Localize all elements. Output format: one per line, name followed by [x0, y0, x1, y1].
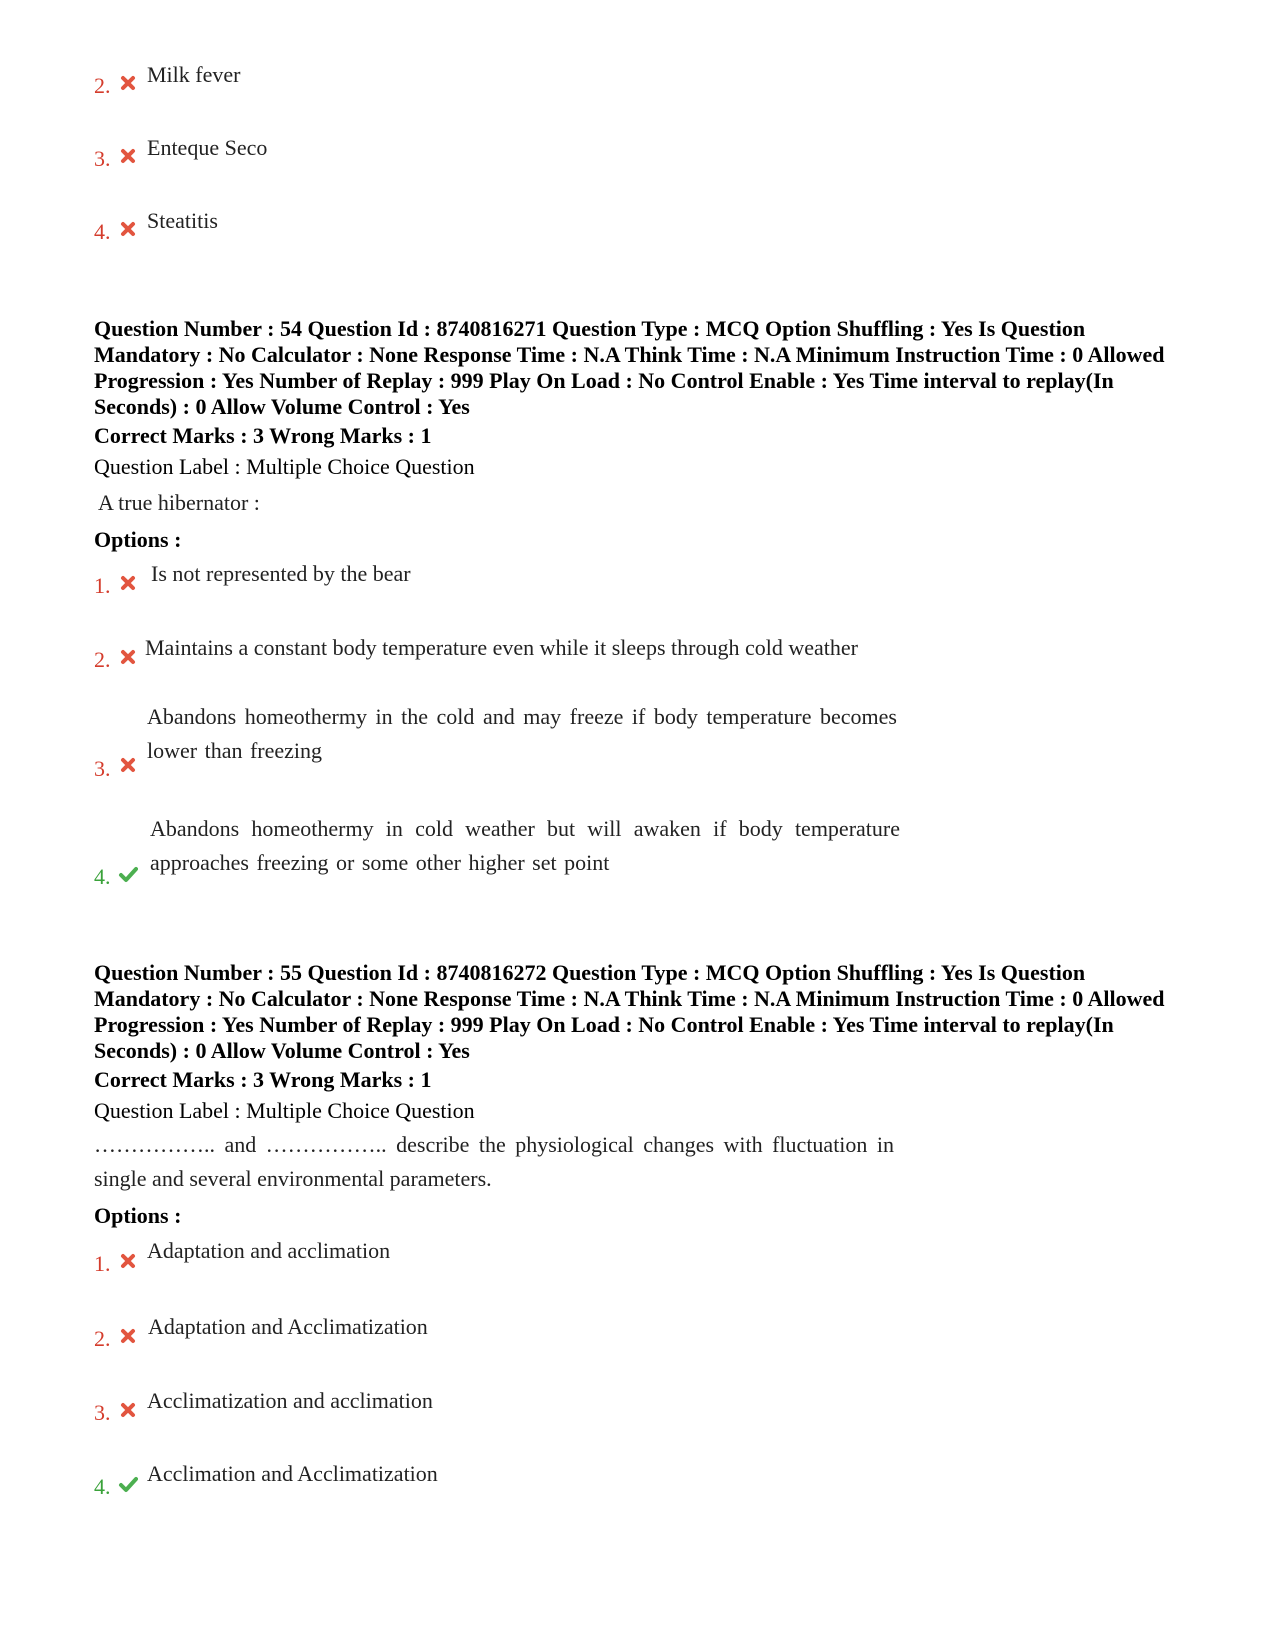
option-item: [94, 1315, 954, 1375]
option-number: 3.: [94, 756, 111, 781]
cross-icon: [118, 1326, 138, 1346]
option-text: Maintains a constant body temperature even while it sleeps through cold weather: [145, 635, 858, 660]
option-number: 2.: [94, 647, 111, 672]
cross-icon: [118, 647, 138, 667]
option-item: [94, 1462, 954, 1522]
cross-icon: [118, 219, 138, 239]
option-item: [94, 636, 954, 696]
option-item: [94, 700, 954, 790]
option-text: Adaptation and acclimation: [147, 1238, 391, 1263]
option-item: [94, 812, 954, 902]
option-text: Enteque Seco: [147, 135, 268, 160]
option-text: Adaptation and Acclimatization: [148, 1314, 428, 1339]
option-number: 3.: [94, 1400, 111, 1425]
question-marks: Correct Marks : 3 Wrong Marks : 1: [94, 423, 432, 448]
checkmark-icon: [118, 864, 138, 884]
cross-icon: [118, 573, 138, 593]
option-text: Abandons homeothermy in cold weather but will awaken if body temperature approaches freezing or some other higher set point: [150, 816, 900, 875]
option-number: 4.: [94, 219, 111, 244]
option-text: Abandons homeothermy in the cold and may freeze if body temperature becomes lower than freezing: [147, 704, 897, 763]
option-number: 3.: [94, 146, 111, 171]
option-item: [94, 62, 954, 122]
cross-icon: [118, 146, 138, 166]
option-number: 1.: [94, 573, 111, 598]
option-text: Is not represented by the bear: [151, 561, 411, 586]
cross-icon: [118, 73, 138, 93]
question-marks: Correct Marks : 3 Wrong Marks : 1: [94, 1067, 432, 1092]
question-label: Question Label : Multiple Choice Question: [94, 1098, 475, 1123]
cross-icon: [118, 1251, 138, 1271]
option-text: Milk fever: [147, 62, 241, 87]
options-label: Options :: [94, 527, 182, 552]
question-label: Question Label : Multiple Choice Question: [94, 454, 475, 479]
checkmark-icon: [118, 1474, 138, 1494]
option-number: 4.: [94, 1474, 111, 1499]
option-item: [94, 1240, 954, 1300]
question-meta: Question Number : 55 Question Id : 8740816272 Question Type : MCQ Option Shuffling : Yes Is Question Mandatory : No Calculator : None Response Time : N.A Think Time : N.A Minimum Instruction Time : 0 Allowed Progression : Yes Number of Replay : 999 Play On Load : No Control Enable : Yes Time interval to replay(In Seconds) : 0 Allow Volume Control : Yes: [94, 960, 1165, 1063]
question-text: …………….. and …………….. describe the physiological changes with fluctuation in single and several environmental parameters.: [94, 1132, 894, 1191]
option-item: [94, 562, 954, 622]
cross-icon: [118, 1400, 138, 1420]
options-label: Options :: [94, 1203, 182, 1228]
option-number: 4.: [94, 864, 111, 889]
option-item: [94, 135, 954, 195]
option-text: Acclimation and Acclimatization: [147, 1461, 438, 1486]
option-number: 2.: [94, 1326, 111, 1351]
option-number: 1.: [94, 1251, 111, 1276]
question-meta: Question Number : 54 Question Id : 8740816271 Question Type : MCQ Option Shuffling : Yes Is Question Mandatory : No Calculator : None Response Time : N.A Think Time : N.A Minimum Instruction Time : 0 Allowed Progression : Yes Number of Replay : 999 Play On Load : No Control Enable : Yes Time interval to replay(In Seconds) : 0 Allow Volume Control : Yes: [94, 316, 1165, 419]
option-number: 2.: [94, 73, 111, 98]
option-text: Steatitis: [147, 208, 218, 233]
cross-icon: [118, 755, 138, 775]
option-item: [94, 1389, 954, 1449]
question-text: A true hibernator :: [98, 490, 260, 515]
option-text: Acclimatization and acclimation: [147, 1388, 433, 1413]
option-item: [94, 208, 954, 268]
